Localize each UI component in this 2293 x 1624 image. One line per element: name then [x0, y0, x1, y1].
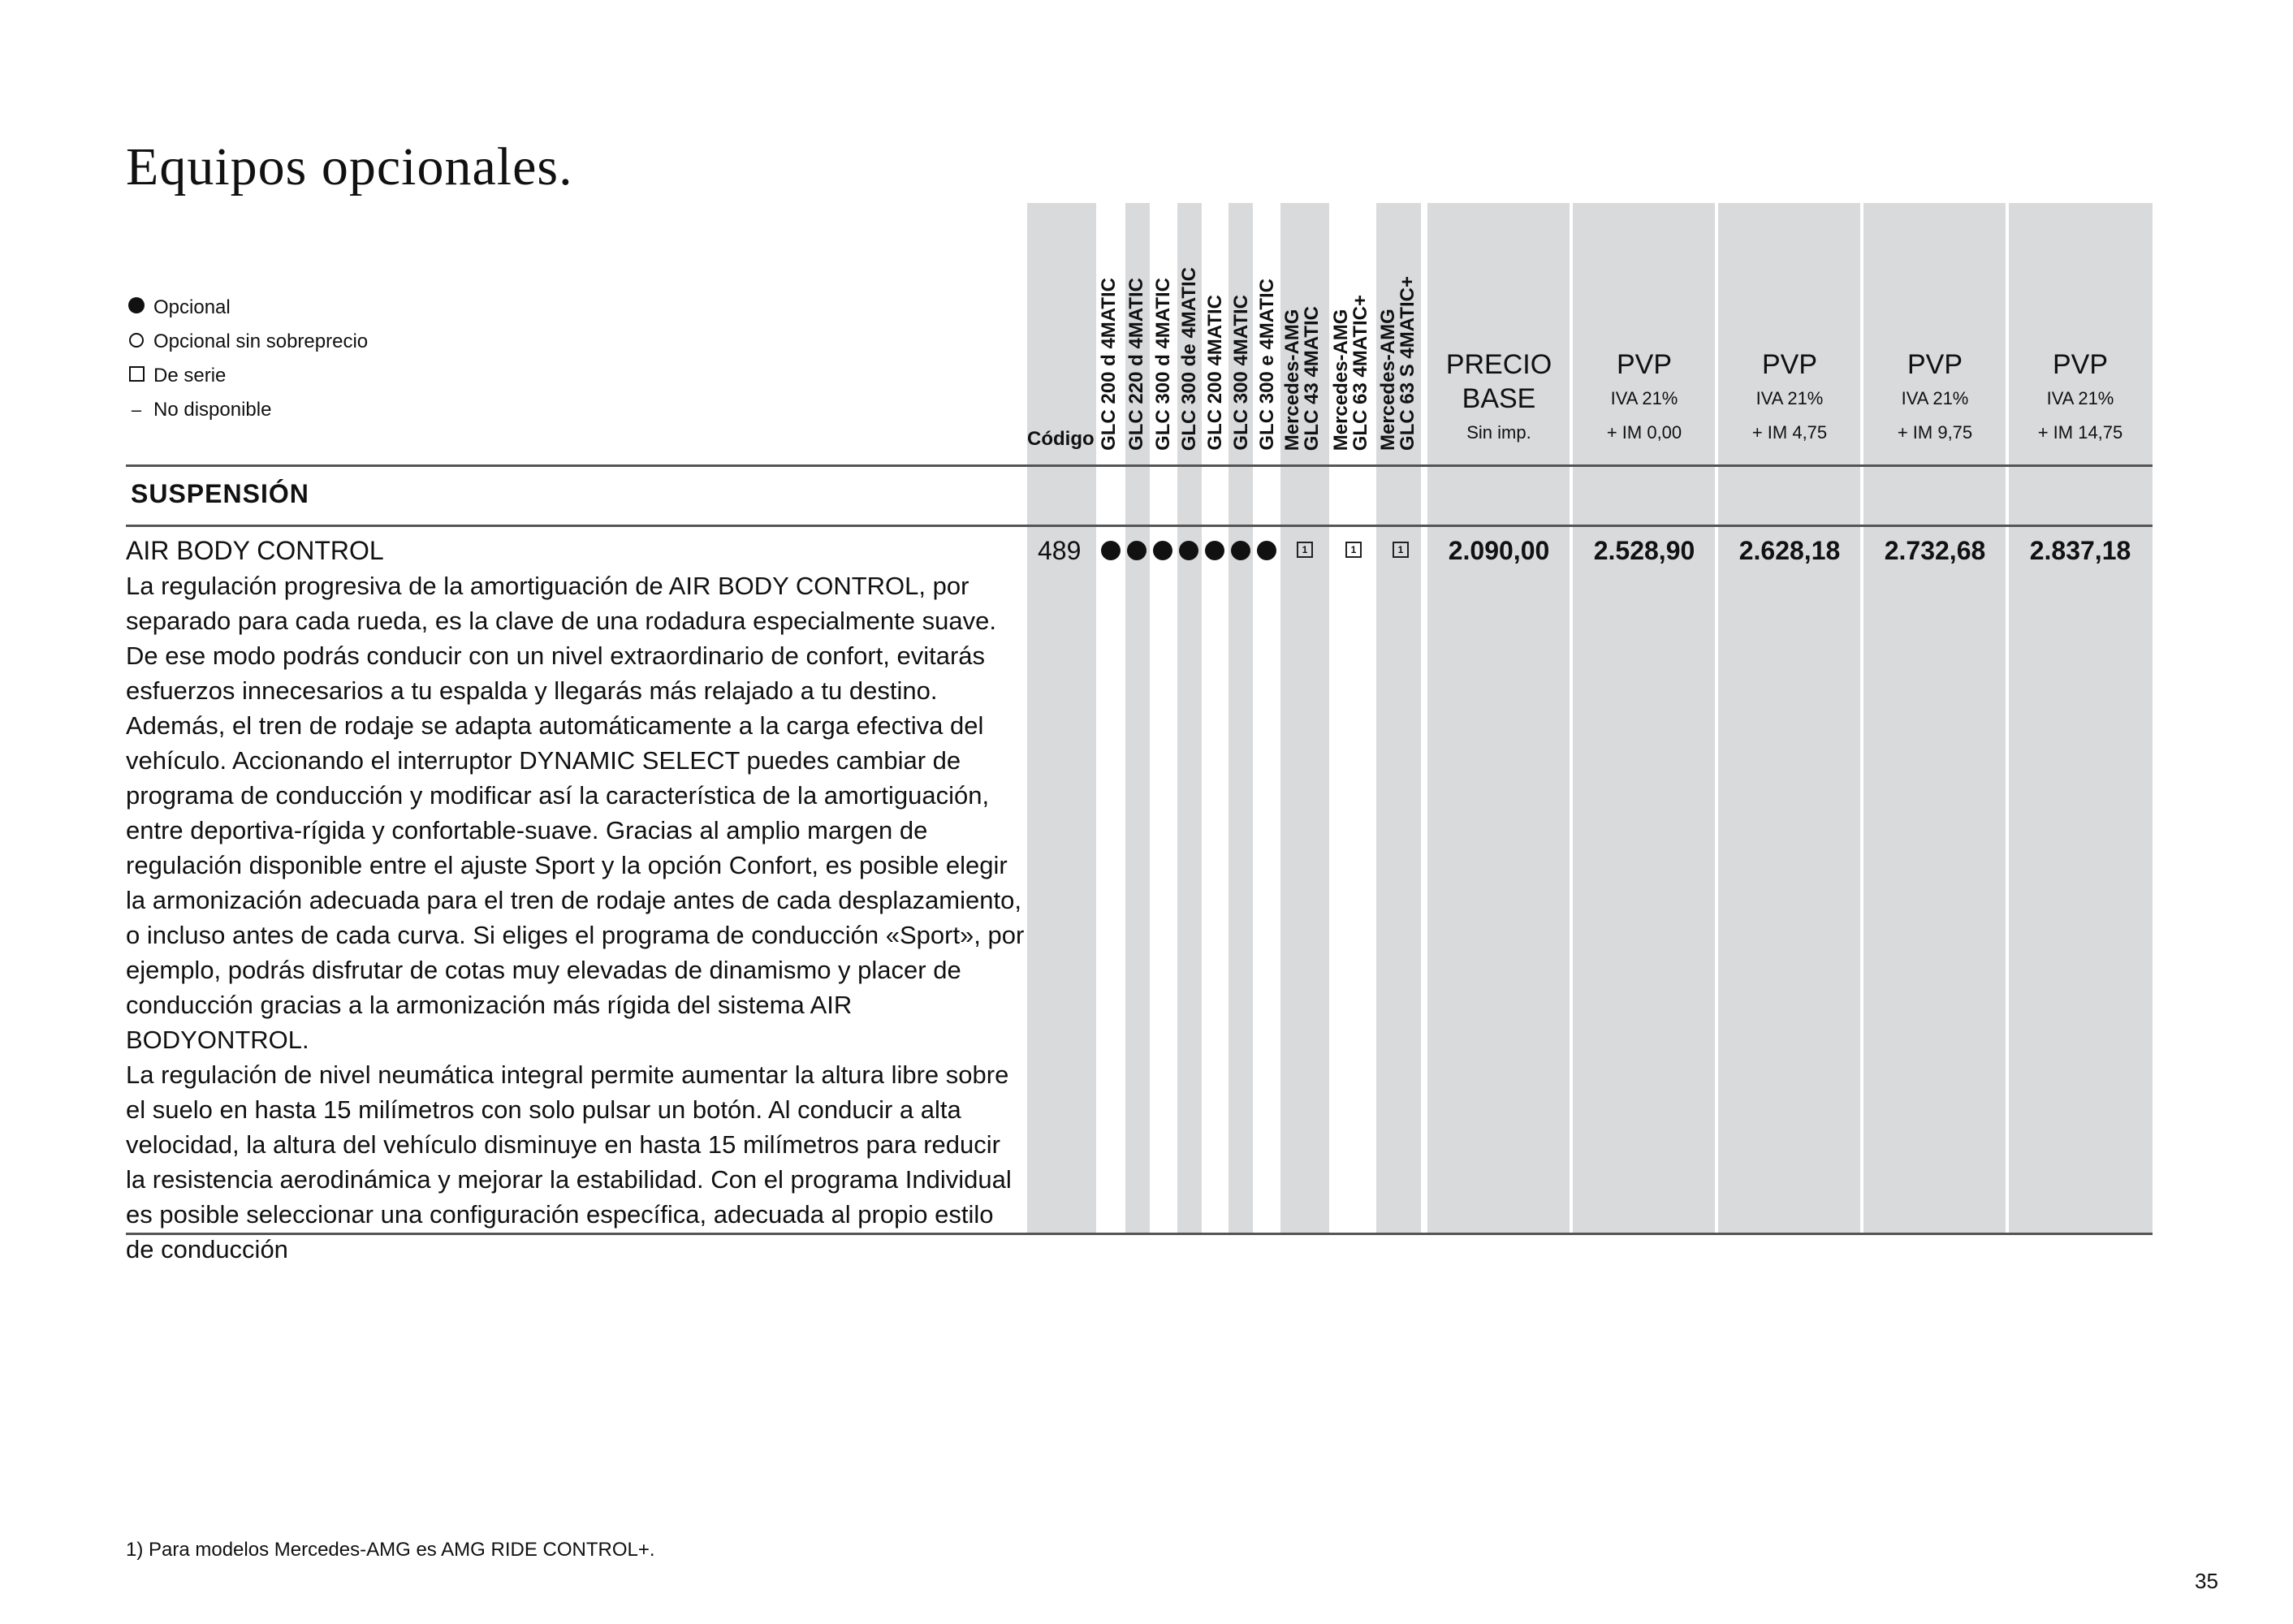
page-title: Equipos opcionales. [126, 137, 573, 197]
code-column-bg [1027, 203, 1096, 1233]
legend [126, 291, 368, 427]
model-header-amg-glc-63: Mercedes-AMG GLC 63 4MATIC+ [1330, 294, 1371, 451]
model-header-amg-glc-63-s: Mercedes-AMG GLC 63 S 4MATIC+ [1377, 276, 1419, 451]
model-header-glc-300-d: GLC 300 d 4MATIC [1152, 278, 1174, 451]
page-number: 35 [2195, 1569, 2218, 1593]
empty-circle-icon [129, 333, 144, 348]
price-header-pvp-975: PVP IVA 21% + IM 9,75 [1897, 349, 1973, 443]
legend-item-de-serie: De serie [126, 359, 368, 393]
price-cell-base: 2.090,00 [1448, 536, 1550, 565]
item-description: La regulación progresiva de la amortiguación de AIR BODY CONTROL, por separado para cada rueda, es la clave de una rodadura especialmente suave. De ese modo podrás conducir con un nivel extraordinario de confort, evitarás esfuerzos innecesarios a tu espalda y llegarás más relajado a tu destino. Además, el tren de rodaje se adapta automáticamente a la carga efectiva del vehículo. Accionando el interruptor DYNAMIC SELECT puedes cambiar de programa de conducción y modificar así la característica de la amortiguación, entre deportiva-rígida y confortable-suave. Gracias al amplio margen de regulación disponible entre el ajuste Sport y la opción Confort, es posible elegir la armonización adecuada para el tren de rodaje antes de cada desplazamiento, o incluso antes de cada curva. Si eliges el programa de conducción «Sport», por ejemplo, podrás disfrutar de cotas muy elevadas de dinamismo y placer de conducción gracias a la armonización más rígida del sistema AIR BODYONTROL. La regulación de nivel neumática integral permite aumentar la altura libre sobre el suelo en hasta 15 milímetros con solo pulsar un botón. Al conducir a alta velocidad, la altura del vehículo disminuye en hasta 15 milímetros para reducir la resistencia aerodinámica y mejorar la estabilidad. Con el programa Individual es posible seleccionar una configuración específica, adecuada al propio estilo de conducción [126, 572, 1025, 1263]
price-header-pvp-475: PVP IVA 21% + IM 4,75 [1751, 349, 1828, 443]
option-dot-icon [1153, 541, 1172, 560]
price-header-pvp-0: PVP IVA 21% + IM 0,00 [1606, 349, 1682, 443]
price-header-pvp-1475: PVP IVA 21% + IM 14,75 [2037, 349, 2123, 443]
model-header-glc-200: GLC 200 4MATIC [1204, 295, 1226, 451]
dash-icon: – [131, 400, 142, 420]
option-dot-icon [1179, 541, 1198, 560]
option-dot-icon [1205, 541, 1224, 560]
price-cell-pvp-475: 2.628,18 [1738, 536, 1841, 565]
option-dot-icon [1257, 541, 1276, 560]
price-cell-pvp-0: 2.528,90 [1593, 536, 1695, 565]
model-header-amg-glc-43: Mercedes-AMG GLC 43 4MATIC [1281, 305, 1323, 451]
item-title: AIR BODY CONTROL [126, 536, 384, 565]
item-code: 489 [1038, 536, 1082, 565]
legend-item-no-disponible: – No disponible [126, 393, 368, 427]
section-heading: SUSPENSIÓN [131, 479, 309, 508]
legend-item-opcional: Opcional [126, 291, 368, 325]
option-dot-icon [1101, 541, 1121, 560]
standard-square-icon: 1 [1393, 542, 1409, 558]
filled-dot-icon [128, 297, 145, 313]
price-cell-pvp-975: 2.732,68 [1884, 536, 1986, 565]
model-header-glc-220-d: GLC 220 d 4MATIC [1125, 278, 1147, 451]
price-cell-pvp-1475: 2.837,18 [2029, 536, 2131, 565]
option-dot-icon [1127, 541, 1146, 560]
header-rule [126, 464, 2153, 467]
code-column-header: Código [1027, 428, 1095, 450]
model-header-glc-200-d: GLC 200 d 4MATIC [1098, 278, 1120, 451]
table-bottom-rule [126, 1233, 2153, 1235]
empty-square-icon [129, 366, 145, 382]
model-header-glc-300-e: GLC 300 e 4MATIC [1256, 279, 1278, 451]
model-header-glc-300-de: GLC 300 de 4MATIC [1178, 266, 1200, 451]
model-header-glc-300: GLC 300 4MATIC [1230, 295, 1252, 451]
option-dot-icon [1231, 541, 1250, 560]
footnote: 1) Para modelos Mercedes-AMG es AMG RIDE CONTROL+. [126, 1539, 655, 1561]
price-header-precio-base: PRECIO BASE Sin imp. [1445, 349, 1552, 443]
standard-square-icon: 1 [1297, 542, 1313, 558]
standard-square-icon: 1 [1345, 542, 1362, 558]
section-rule [126, 525, 2153, 527]
legend-item-opcional-sin-sobreprecio: Opcional sin sobreprecio [126, 325, 368, 359]
